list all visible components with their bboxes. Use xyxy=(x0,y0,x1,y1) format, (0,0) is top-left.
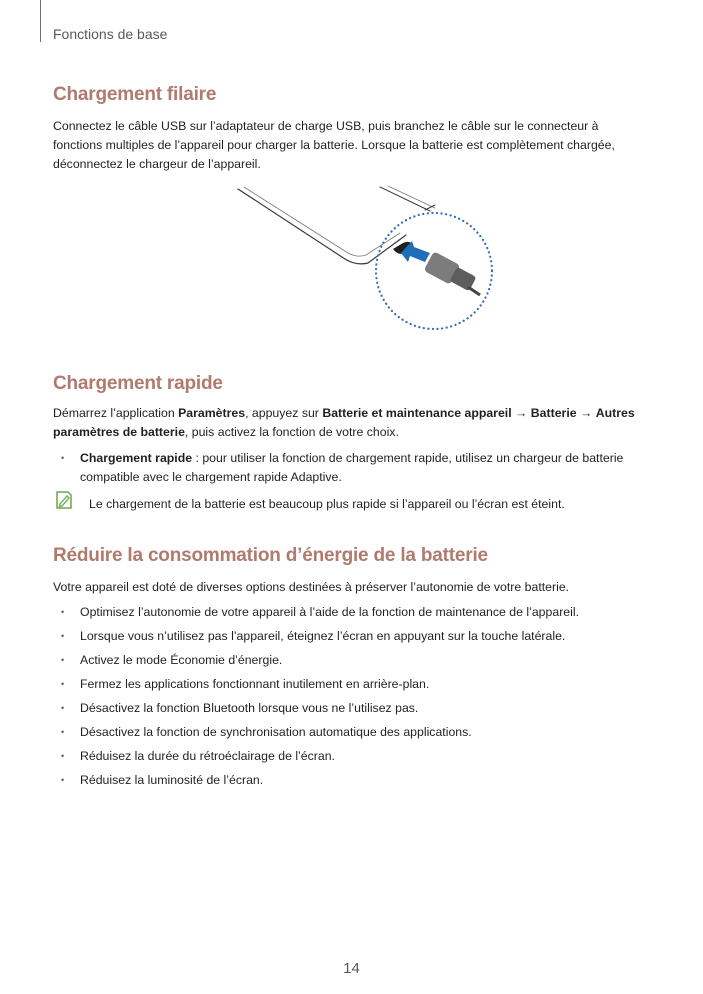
power-saving-intro: Votre appareil est doté de diverses options destinées à préserver l’autonomie de votre batterie. xyxy=(53,580,570,594)
wired-charging-title: Chargement filaire xyxy=(53,84,217,105)
list-item: • Désactivez la fonction de synchronisation automatique des applications. xyxy=(53,723,649,747)
list-item: • Réduisez la luminosité de l’écran. xyxy=(53,771,649,795)
list-item: • Chargement rapide : pour utiliser la fonction de chargement rapide, utilisez un chargeur de batterie compatible avec le chargement rapide Adaptive. xyxy=(53,449,649,487)
header-rule xyxy=(40,0,41,42)
power-saving-tips xyxy=(53,603,649,795)
note-text: Le chargement de la batterie est beaucoup plus rapide si l’appareil ou l’écran est éteint. xyxy=(89,497,565,511)
list-item: • Fermez les applications fonctionnant inutilement en arrière-plan. xyxy=(53,675,649,699)
usb-plug xyxy=(424,251,480,295)
fast-charging-title: Chargement rapide xyxy=(53,373,223,394)
power-saving-title: Réduire la consommation d’énergie de la batterie xyxy=(53,545,488,566)
fast-charging-bullets xyxy=(53,449,649,487)
fast-charging-intro: Démarrez l’application Paramètres, appuyez sur Batterie et maintenance appareil → Batterie → Autres paramètres de batterie, puis activez la fonction de votre choix. xyxy=(53,406,635,439)
charging-illustration xyxy=(230,183,500,333)
list-item: • Optimisez l’autonomie de votre appareil à l’aide de la fonction de maintenance de l’appareil. xyxy=(53,603,649,627)
list-item: • Réduisez la durée du rétroéclairage de l’écran. xyxy=(53,747,649,771)
list-item: • Activez le mode Économie d’énergie. xyxy=(53,651,649,675)
note-icon xyxy=(55,490,73,510)
list-item: • Désactivez la fonction Bluetooth lorsque vous ne l’utilisez pas. xyxy=(53,699,649,723)
wired-charging-text: Connectez le câble USB sur l’adaptateur de charge USB, puis branchez le câble sur le connecteur à fonctions multiples de l’appareil pour charger la batterie. Lorsque la batterie est complètement chargée, déconnectez le chargeur de l’appareil. xyxy=(53,119,615,171)
list-item: • Lorsque vous n’utilisez pas l’appareil, éteignez l’écran en appuyant sur la touche latérale. xyxy=(53,627,649,651)
running-header: Fonctions de base xyxy=(53,26,168,42)
page-number: 14 xyxy=(343,960,360,977)
